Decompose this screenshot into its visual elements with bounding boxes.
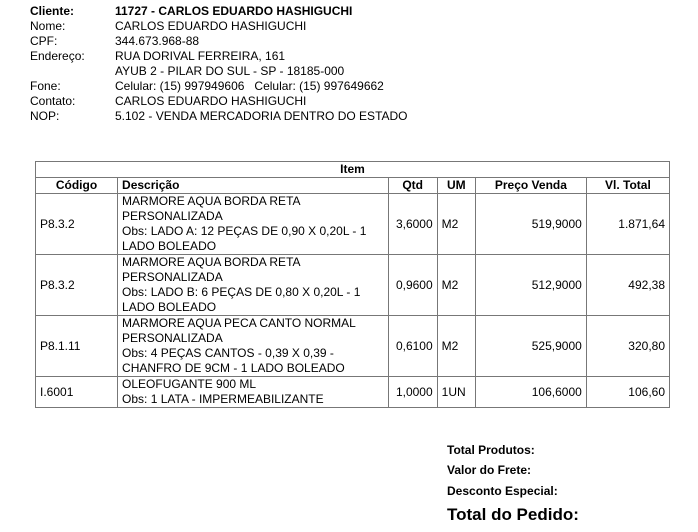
cell-codigo: P8.3.2 xyxy=(36,255,118,316)
cell-descricao xyxy=(118,255,389,316)
desc-line: CHANFRO DE 9CM - 1 LADO BOLEADO xyxy=(122,361,345,375)
desc-line: MARMORE AQUA PECA CANTO NORMAL xyxy=(122,316,356,330)
cliente-label: Cliente: xyxy=(30,4,75,18)
endereco-label: Endereço: xyxy=(30,49,85,63)
cell-preco: 519,9000 xyxy=(476,194,587,255)
nome-value: CARLOS EDUARDO HASHIGUCHI xyxy=(115,19,307,33)
cell-preco: 512,9000 xyxy=(476,255,587,316)
cell-preco: 525,9000 xyxy=(476,316,587,377)
desc-line: PERSONALIZADA xyxy=(122,270,223,284)
cell-qtd: 1,0000 xyxy=(388,377,437,408)
cell-total: 320,80 xyxy=(586,316,669,377)
cell-descricao xyxy=(118,377,389,408)
desconto-especial-label: Desconto Especial: xyxy=(447,484,558,498)
desc-line: Obs: 4 PEÇAS CANTOS - 0,39 X 0,39 - xyxy=(122,346,334,360)
cell-codigo: P8.3.2 xyxy=(36,194,118,255)
cell-preco: 106,6000 xyxy=(476,377,587,408)
nop-value: 5.102 - VENDA MERCADORIA DENTRO DO ESTADO xyxy=(115,109,408,123)
fone-value: Celular: (15) 997949606 Celular: (15) 997649662 xyxy=(115,79,384,93)
valor-frete-label: Valor do Frete: xyxy=(447,463,532,477)
cell-qtd: 3,6000 xyxy=(388,194,437,255)
cell-total: 106,60 xyxy=(586,377,669,408)
table-column-headers xyxy=(36,178,670,194)
table-row xyxy=(36,194,670,255)
cell-um: M2 xyxy=(437,316,475,377)
desc-line: Obs: LADO B: 6 PEÇAS DE 0,80 X 0,20L - 1 xyxy=(122,285,361,299)
table-row xyxy=(36,377,670,408)
cell-qtd: 0,6100 xyxy=(388,316,437,377)
nome-label: Nome: xyxy=(30,19,66,33)
desc-line: LADO BOLEADO xyxy=(122,300,217,314)
group-title: Item xyxy=(36,162,670,178)
total-pedido-label: Total do Pedido: xyxy=(447,505,579,524)
col-header-descricao: Descrição xyxy=(118,178,389,194)
cell-codigo: P8.1.11 xyxy=(36,316,118,377)
desc-line: LADO BOLEADO xyxy=(122,239,217,253)
total-produtos-label: Total Produtos: xyxy=(447,443,535,457)
cell-descricao xyxy=(118,194,389,255)
endereco-line1: RUA DORIVAL FERREIRA, 161 xyxy=(115,49,286,63)
desc-line: PERSONALIZADA xyxy=(122,331,223,345)
col-header-preco-venda: Preço Venda xyxy=(476,178,587,194)
desc-line: Obs: LADO A: 12 PEÇAS DE 0,90 X 0,20L - 1 xyxy=(122,224,367,238)
cell-um: M2 xyxy=(437,255,475,316)
cell-total: 1.871,64 xyxy=(586,194,669,255)
cpf-value: 344.673.968-88 xyxy=(115,34,200,48)
col-header-codigo: Código xyxy=(36,178,118,194)
desc-line: PERSONALIZADA xyxy=(122,209,223,223)
items-table xyxy=(35,161,670,408)
cpf-label: CPF: xyxy=(30,34,58,48)
table-row xyxy=(36,255,670,316)
nop-label: NOP: xyxy=(30,109,60,123)
endereco-line2: AYUB 2 - PILAR DO SUL - SP - 18185-000 xyxy=(115,64,345,78)
desc-line: OLEOFUGANTE 900 ML xyxy=(122,377,257,391)
table-group-header xyxy=(36,162,670,178)
cell-descricao xyxy=(118,316,389,377)
fone-label: Fone: xyxy=(30,79,61,93)
cell-um: M2 xyxy=(437,194,475,255)
cliente-value: 11727 - CARLOS EDUARDO HASHIGUCHI xyxy=(115,4,353,18)
col-header-qtd: Qtd xyxy=(388,178,437,194)
cell-codigo: I.6001 xyxy=(36,377,118,408)
desc-line: MARMORE AQUA BORDA RETA xyxy=(122,194,301,208)
contato-label: Contato: xyxy=(30,94,76,108)
contato-value: CARLOS EDUARDO HASHIGUCHI xyxy=(115,94,307,108)
cell-total: 492,38 xyxy=(586,255,669,316)
col-header-um: UM xyxy=(437,178,475,194)
table-row xyxy=(36,316,670,377)
desc-line: Obs: 1 LATA - IMPERMEABILIZANTE xyxy=(122,392,324,406)
cell-um: 1UN xyxy=(437,377,475,408)
desc-line: MARMORE AQUA BORDA RETA xyxy=(122,255,301,269)
cell-qtd: 0,9600 xyxy=(388,255,437,316)
col-header-vl-total: Vl. Total xyxy=(586,178,669,194)
